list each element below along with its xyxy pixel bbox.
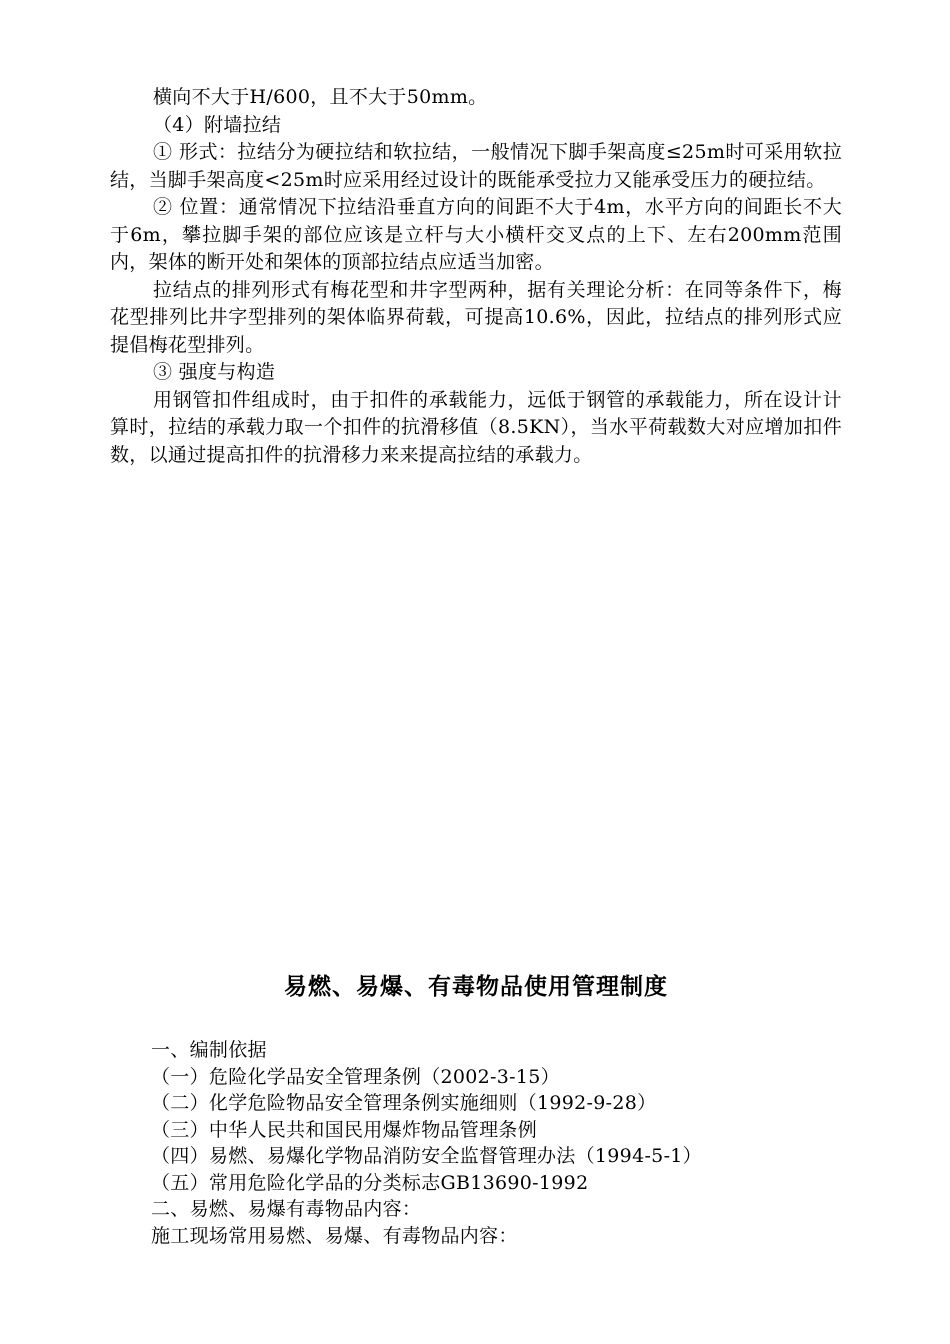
paragraph-tie-arrangement: 拉结点的排列形式有梅花型和井字型两种，据有关理论分析：在同等条件下，梅花型排列比井字型排列的架体临界荷载，可提高10.6%，因此，拉结点的排列形式应提倡梅花型排列。 xyxy=(110,278,842,356)
line-basis-3: （三）中华人民共和国民用爆炸物品管理条例 xyxy=(151,1118,538,1141)
scaffold-text-section xyxy=(110,84,842,469)
line-basis-2: （二）化学危险物品安全管理条例实施细则（1992-9-28） xyxy=(151,1092,657,1114)
line-content-heading: 二、易燃、易爆有毒物品内容： xyxy=(151,1198,422,1220)
line-content-intro: 施工现场常用易燃、易爆、有毒物品内容： xyxy=(151,1224,518,1247)
section-title: 易燃、易爆、有毒物品使用管理制度 xyxy=(284,974,668,1000)
heading-strength-structure: ③ 强度与构造 xyxy=(153,361,276,383)
paragraph-horizontal-limit: 横向不大于H/600，且不大于50mm。 xyxy=(153,86,488,108)
hazardous-materials-section xyxy=(110,970,842,1249)
line-basis-5: （五）常用危险化学品的分类标志GB13690-1992 xyxy=(151,1171,589,1194)
line-basis-4: （四）易燃、易爆化学物品消防安全监督管理办法（1994-5-1） xyxy=(151,1145,702,1167)
heading-wall-tie: （4）附墙拉结 xyxy=(153,113,282,136)
line-basis-heading: 一、编制依据 xyxy=(151,1039,267,1061)
paragraph-tie-position: ② 位置：通常情况下拉结沿垂直方向的间距不大于4m，水平方向的间距长不大于6m，攀拉脚手架的部位应该是立杆与大小横杆交叉点的上下、左右200mm范围内，架体的断开处和架体的顶部拉结点应适当加密。 xyxy=(110,196,842,273)
paragraph-tie-strength: 用钢管扣件组成时，由于扣件的承载能力，远低于钢管的承载能力，所在设计计算时，拉结的承载力取一个扣件的抗滑移值（8.5KN），当水平荷载数大对应增加扣件数，以通过提高扣件的抗滑移力来来提高拉结的承载力。 xyxy=(110,388,842,466)
line-basis-1: （一）危险化学品安全管理条例（2002-3-15） xyxy=(151,1065,560,1088)
paragraph-tie-form: ① 形式：拉结分为硬拉结和软拉结，一般情况下脚手架高度≤25m时可采用软拉结，当脚手架高度<25m时应采用经过设计的既能承受拉力又能承受压力的硬拉结。 xyxy=(110,141,842,191)
